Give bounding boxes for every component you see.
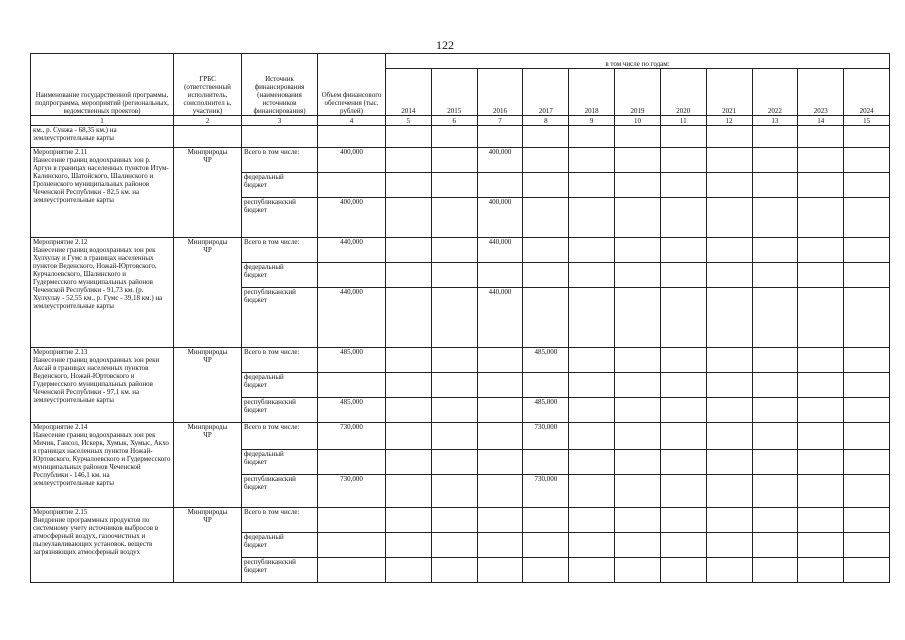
volume-value bbox=[318, 533, 386, 558]
year-value-2024 bbox=[844, 148, 890, 173]
year-value-2015 bbox=[431, 423, 477, 450]
year-value-2024 bbox=[844, 198, 890, 238]
year-value-2014 bbox=[386, 238, 432, 263]
year-value-2023 bbox=[798, 558, 844, 583]
year-value-2016 bbox=[477, 348, 523, 373]
year-value-2018 bbox=[569, 508, 615, 533]
year-value-2017 bbox=[523, 263, 569, 288]
volume-value bbox=[318, 373, 386, 398]
year-value-2024 bbox=[844, 508, 890, 533]
year-value-2021 bbox=[706, 398, 752, 423]
year-value-2018 bbox=[569, 238, 615, 263]
year-value-2021 bbox=[706, 558, 752, 583]
volume-value: 485,000 bbox=[318, 348, 386, 373]
year-value-2024 bbox=[844, 173, 890, 198]
year-value-2023 bbox=[798, 423, 844, 450]
year-value-2024 bbox=[844, 423, 890, 450]
year-value-2015 bbox=[431, 508, 477, 533]
page-number: 122 bbox=[436, 38, 454, 52]
year-value-2022 bbox=[752, 398, 798, 423]
year-value-2022 bbox=[752, 373, 798, 398]
measure-name: Мероприятие 2.13 Нанесение границ водоохранных зон реки Аксай в границах населенных пунктов Веденского, Ножай-Юртовского и Гудермесского муниципальных районов Чеченской Республики - 97,1 км. на землеустроительные карты bbox=[31, 348, 174, 423]
measure-name: Мероприятие 2.11 Нанесение границ водоохранных зон р. Аргун в границах населенных пунктов Итум-Калинского, Шатойского, Шалинского и Грозненского муниципальных районов Чеченской Республики - 82,5 км. на землеустроительные карты bbox=[31, 148, 174, 238]
year-value-2014 bbox=[386, 348, 432, 373]
year-value-2024 bbox=[844, 450, 890, 475]
column-number: 3 bbox=[242, 116, 318, 126]
header-year: 2024 bbox=[844, 69, 890, 116]
volume-value bbox=[318, 263, 386, 288]
year-value-2016 bbox=[477, 450, 523, 475]
year-value-2024 bbox=[844, 348, 890, 373]
volume-value: 400,000 bbox=[318, 198, 386, 238]
year-value-2022 bbox=[752, 475, 798, 508]
year-value-2014 bbox=[386, 198, 432, 238]
year-value-2017: 485,000 bbox=[523, 348, 569, 373]
source-federal: федеральный бюджет bbox=[242, 373, 318, 398]
measure-row-total bbox=[31, 148, 890, 173]
year-value-2017 bbox=[523, 288, 569, 348]
column-number: 14 bbox=[798, 116, 844, 126]
year-value-2016: 440,000 bbox=[477, 238, 523, 263]
column-number: 12 bbox=[706, 116, 752, 126]
header-grbs: ГРБС (ответственный исполнитель, соисполнител ь, участник) bbox=[174, 54, 242, 116]
year-value-2022 bbox=[752, 288, 798, 348]
volume-value: 485,000 bbox=[318, 398, 386, 423]
year-value-2019 bbox=[615, 373, 661, 398]
year-value-2014 bbox=[386, 450, 432, 475]
year-value-2015 bbox=[431, 173, 477, 198]
year-value-2021 bbox=[706, 198, 752, 238]
volume-value: 400,000 bbox=[318, 148, 386, 173]
table-body bbox=[31, 116, 890, 583]
year-value-2016 bbox=[477, 263, 523, 288]
year-value-2015 bbox=[431, 475, 477, 508]
source-total: Всего в том числе: bbox=[242, 508, 318, 533]
year-value-2019 bbox=[615, 558, 661, 583]
year-value-2015 bbox=[431, 263, 477, 288]
year-value-2023 bbox=[798, 288, 844, 348]
year-value-2019 bbox=[615, 288, 661, 348]
year-value-2024 bbox=[844, 398, 890, 423]
year-value-2020 bbox=[660, 173, 706, 198]
year-value-2021 bbox=[706, 475, 752, 508]
year-value-2023 bbox=[798, 508, 844, 533]
year-value-2018 bbox=[569, 198, 615, 238]
year-value-2023 bbox=[798, 450, 844, 475]
year-value-2024 bbox=[844, 475, 890, 508]
volume-value bbox=[318, 508, 386, 533]
continuation-row bbox=[31, 126, 890, 148]
year-value-2020 bbox=[660, 533, 706, 558]
source-total: Всего в том числе: bbox=[242, 348, 318, 373]
year-value-2020 bbox=[660, 148, 706, 173]
year-value-2020 bbox=[660, 198, 706, 238]
year-value-2019 bbox=[615, 173, 661, 198]
year-value-2015 bbox=[431, 533, 477, 558]
year-value-2016: 400,000 bbox=[477, 198, 523, 238]
year-value-2023 bbox=[798, 173, 844, 198]
column-number: 9 bbox=[569, 116, 615, 126]
year-value-2016 bbox=[477, 398, 523, 423]
year-value-2014 bbox=[386, 533, 432, 558]
year-value-2021 bbox=[706, 450, 752, 475]
year-value-2015 bbox=[431, 288, 477, 348]
year-value-2022 bbox=[752, 450, 798, 475]
column-number: 2 bbox=[174, 116, 242, 126]
year-value-2018 bbox=[569, 348, 615, 373]
source-republic: республиканский бюджет bbox=[242, 558, 318, 583]
year-value-2022 bbox=[752, 173, 798, 198]
year-value-2014 bbox=[386, 423, 432, 450]
measure-row-total bbox=[31, 423, 890, 450]
volume-value bbox=[318, 173, 386, 198]
header-year: 2020 bbox=[660, 69, 706, 116]
year-value-2019 bbox=[615, 263, 661, 288]
header-source: Источник финансирования (наименования источников финансирования) bbox=[242, 54, 318, 116]
year-value-2019 bbox=[615, 348, 661, 373]
source-republic: республиканский бюджет bbox=[242, 198, 318, 238]
year-value-2015 bbox=[431, 238, 477, 263]
year-value-2020 bbox=[660, 558, 706, 583]
column-number: 15 bbox=[844, 116, 890, 126]
year-value-2020 bbox=[660, 450, 706, 475]
year-value-2016 bbox=[477, 508, 523, 533]
year-value-2018 bbox=[569, 450, 615, 475]
year-value-2017: 485,000 bbox=[523, 398, 569, 423]
continuation-text: км., р. Сунжа - 68,35 км.) на землеустроительные карты bbox=[31, 126, 174, 148]
source-republic: республиканский бюджет bbox=[242, 398, 318, 423]
year-value-2022 bbox=[752, 423, 798, 450]
year-value-2020 bbox=[660, 348, 706, 373]
volume-value: 730,000 bbox=[318, 475, 386, 508]
year-value-2023 bbox=[798, 373, 844, 398]
year-value-2021 bbox=[706, 263, 752, 288]
year-value-2023 bbox=[798, 148, 844, 173]
year-value-2017 bbox=[523, 148, 569, 173]
year-value-2020 bbox=[660, 373, 706, 398]
column-number: 4 bbox=[318, 116, 386, 126]
year-value-2014 bbox=[386, 398, 432, 423]
column-number: 5 bbox=[386, 116, 432, 126]
measure-name: Мероприятие 2.12 Нанесение границ водоохранных зон рек Хулхулау и Гумс в границах населенных пунктов Веденского, Ножай-Юртовского, Курчалоевского, Шалинского и Гудермесского муниципальных районов Чеченской Республики - 91,73 км. (р. Хулхулау - 52,55 км., р. Гумс - 39,18 км.) на землеустроительные карты bbox=[31, 238, 174, 348]
year-value-2024 bbox=[844, 558, 890, 583]
year-value-2019 bbox=[615, 238, 661, 263]
year-value-2016 bbox=[477, 373, 523, 398]
year-value-2016 bbox=[477, 533, 523, 558]
year-value-2016: 400,000 bbox=[477, 148, 523, 173]
measure-row-total bbox=[31, 238, 890, 263]
column-number: 8 bbox=[523, 116, 569, 126]
year-value-2019 bbox=[615, 475, 661, 508]
year-value-2017 bbox=[523, 373, 569, 398]
measure-grbs: Минприроды ЧР bbox=[174, 148, 242, 238]
year-value-2023 bbox=[798, 238, 844, 263]
year-value-2018 bbox=[569, 373, 615, 398]
year-value-2019 bbox=[615, 423, 661, 450]
header-year: 2019 bbox=[615, 69, 661, 116]
header-year: 2018 bbox=[569, 69, 615, 116]
year-value-2018 bbox=[569, 263, 615, 288]
measure-grbs: Минприроды ЧР bbox=[174, 423, 242, 508]
year-value-2021 bbox=[706, 173, 752, 198]
year-value-2023 bbox=[798, 398, 844, 423]
source-total: Всего в том числе: bbox=[242, 423, 318, 450]
year-value-2019 bbox=[615, 450, 661, 475]
year-value-2024 bbox=[844, 533, 890, 558]
year-value-2024 bbox=[844, 373, 890, 398]
table-header bbox=[31, 54, 890, 116]
year-value-2017 bbox=[523, 450, 569, 475]
measure-grbs: Минприроды ЧР bbox=[174, 238, 242, 348]
year-value-2021 bbox=[706, 288, 752, 348]
year-value-2014 bbox=[386, 263, 432, 288]
source-federal: федеральный бюджет bbox=[242, 450, 318, 475]
column-numbers-row bbox=[31, 116, 890, 126]
year-value-2021 bbox=[706, 148, 752, 173]
year-value-2015 bbox=[431, 148, 477, 173]
year-value-2023 bbox=[798, 263, 844, 288]
year-value-2017 bbox=[523, 198, 569, 238]
year-value-2014 bbox=[386, 508, 432, 533]
year-value-2018 bbox=[569, 558, 615, 583]
measure-grbs: Минприроды ЧР bbox=[174, 508, 242, 583]
year-value-2014 bbox=[386, 288, 432, 348]
year-value-2017: 730,000 bbox=[523, 475, 569, 508]
year-value-2017 bbox=[523, 238, 569, 263]
column-number: 1 bbox=[31, 116, 174, 126]
volume-value: 440,000 bbox=[318, 238, 386, 263]
year-value-2021 bbox=[706, 373, 752, 398]
measure-row-total bbox=[31, 348, 890, 373]
year-value-2014 bbox=[386, 173, 432, 198]
year-value-2016 bbox=[477, 173, 523, 198]
year-value-2016 bbox=[477, 423, 523, 450]
year-value-2024 bbox=[844, 288, 890, 348]
year-value-2014 bbox=[386, 558, 432, 583]
column-number: 13 bbox=[752, 116, 798, 126]
year-value-2015 bbox=[431, 348, 477, 373]
year-value-2018 bbox=[569, 533, 615, 558]
year-value-2022 bbox=[752, 148, 798, 173]
year-value-2017 bbox=[523, 508, 569, 533]
year-value-2018 bbox=[569, 423, 615, 450]
year-value-2019 bbox=[615, 398, 661, 423]
year-value-2021 bbox=[706, 238, 752, 263]
year-value-2014 bbox=[386, 373, 432, 398]
header-year: 2022 bbox=[752, 69, 798, 116]
source-republic: республиканский бюджет bbox=[242, 475, 318, 508]
header-by-years: в том числе по годам: bbox=[386, 54, 890, 69]
year-value-2017 bbox=[523, 558, 569, 583]
year-value-2020 bbox=[660, 398, 706, 423]
financing-table bbox=[30, 53, 890, 583]
column-number: 11 bbox=[660, 116, 706, 126]
year-value-2016: 440,000 bbox=[477, 288, 523, 348]
year-value-2018 bbox=[569, 288, 615, 348]
header-year: 2017 bbox=[523, 69, 569, 116]
year-value-2019 bbox=[615, 198, 661, 238]
header-year: 2014 bbox=[386, 69, 432, 116]
source-republic: республиканский бюджет bbox=[242, 288, 318, 348]
year-value-2024 bbox=[844, 263, 890, 288]
year-value-2022 bbox=[752, 263, 798, 288]
year-value-2015 bbox=[431, 398, 477, 423]
header-volume: Объем финансового обеспечения (тыс. рублей) bbox=[318, 54, 386, 116]
measure-name: Мероприятие 2.15 Внедрение программных продуктов по системному учету источников выбросов в атмосферный воздух, газоочистных и пылеулавливающих установок, веществ загрязняющих атмосферный воздух bbox=[31, 508, 174, 583]
source-total: Всего в том числе: bbox=[242, 148, 318, 173]
year-value-2015 bbox=[431, 373, 477, 398]
year-value-2021 bbox=[706, 423, 752, 450]
year-value-2018 bbox=[569, 398, 615, 423]
year-value-2020 bbox=[660, 238, 706, 263]
year-value-2015 bbox=[431, 198, 477, 238]
measure-name: Мероприятие 2.14 Нанесение границ водоохранных зон рек Мичик, Гансол, Искерк, Хумык, Хумыс, Акхо в границах населенных пунктов Ножай-Юртовского, Курчалоевского и Гудермесского муниципальных районов Чеченской Республики - 146,1 км. на землеустроительные карты bbox=[31, 423, 174, 508]
year-value-2021 bbox=[706, 348, 752, 373]
year-value-2019 bbox=[615, 533, 661, 558]
year-value-2024 bbox=[844, 238, 890, 263]
year-value-2015 bbox=[431, 558, 477, 583]
year-value-2023 bbox=[798, 198, 844, 238]
year-value-2014 bbox=[386, 475, 432, 508]
year-value-2017 bbox=[523, 533, 569, 558]
year-value-2022 bbox=[752, 508, 798, 533]
year-value-2022 bbox=[752, 198, 798, 238]
column-number: 10 bbox=[615, 116, 661, 126]
source-federal: федеральный бюджет bbox=[242, 533, 318, 558]
column-number: 7 bbox=[477, 116, 523, 126]
measure-row-total bbox=[31, 508, 890, 533]
volume-value bbox=[318, 558, 386, 583]
source-total: Всего в том числе: bbox=[242, 238, 318, 263]
volume-value bbox=[318, 450, 386, 475]
year-value-2020 bbox=[660, 263, 706, 288]
year-value-2019 bbox=[615, 508, 661, 533]
year-value-2022 bbox=[752, 238, 798, 263]
header-name: Наименование государственной программы, подпрограмма, мероприятий (региональных, ведомственных проектов) bbox=[31, 54, 174, 116]
volume-value: 440,000 bbox=[318, 288, 386, 348]
year-value-2017: 730,000 bbox=[523, 423, 569, 450]
column-number: 6 bbox=[431, 116, 477, 126]
year-value-2022 bbox=[752, 348, 798, 373]
year-value-2016 bbox=[477, 475, 523, 508]
source-federal: федеральный бюджет bbox=[242, 173, 318, 198]
year-value-2018 bbox=[569, 475, 615, 508]
year-value-2019 bbox=[615, 148, 661, 173]
volume-value: 730,000 bbox=[318, 423, 386, 450]
year-value-2018 bbox=[569, 173, 615, 198]
year-value-2020 bbox=[660, 508, 706, 533]
header-year: 2023 bbox=[798, 69, 844, 116]
year-value-2022 bbox=[752, 558, 798, 583]
year-value-2023 bbox=[798, 533, 844, 558]
year-value-2023 bbox=[798, 475, 844, 508]
year-value-2020 bbox=[660, 288, 706, 348]
year-value-2023 bbox=[798, 348, 844, 373]
header-year: 2016 bbox=[477, 69, 523, 116]
year-value-2021 bbox=[706, 508, 752, 533]
year-value-2022 bbox=[752, 533, 798, 558]
year-value-2020 bbox=[660, 475, 706, 508]
year-value-2021 bbox=[706, 533, 752, 558]
measure-grbs: Минприроды ЧР bbox=[174, 348, 242, 423]
header-year: 2021 bbox=[706, 69, 752, 116]
year-value-2016 bbox=[477, 558, 523, 583]
source-federal: федеральный бюджет bbox=[242, 263, 318, 288]
year-value-2018 bbox=[569, 148, 615, 173]
header-year: 2015 bbox=[431, 69, 477, 116]
year-value-2014 bbox=[386, 148, 432, 173]
year-value-2017 bbox=[523, 173, 569, 198]
year-value-2015 bbox=[431, 450, 477, 475]
year-value-2020 bbox=[660, 423, 706, 450]
